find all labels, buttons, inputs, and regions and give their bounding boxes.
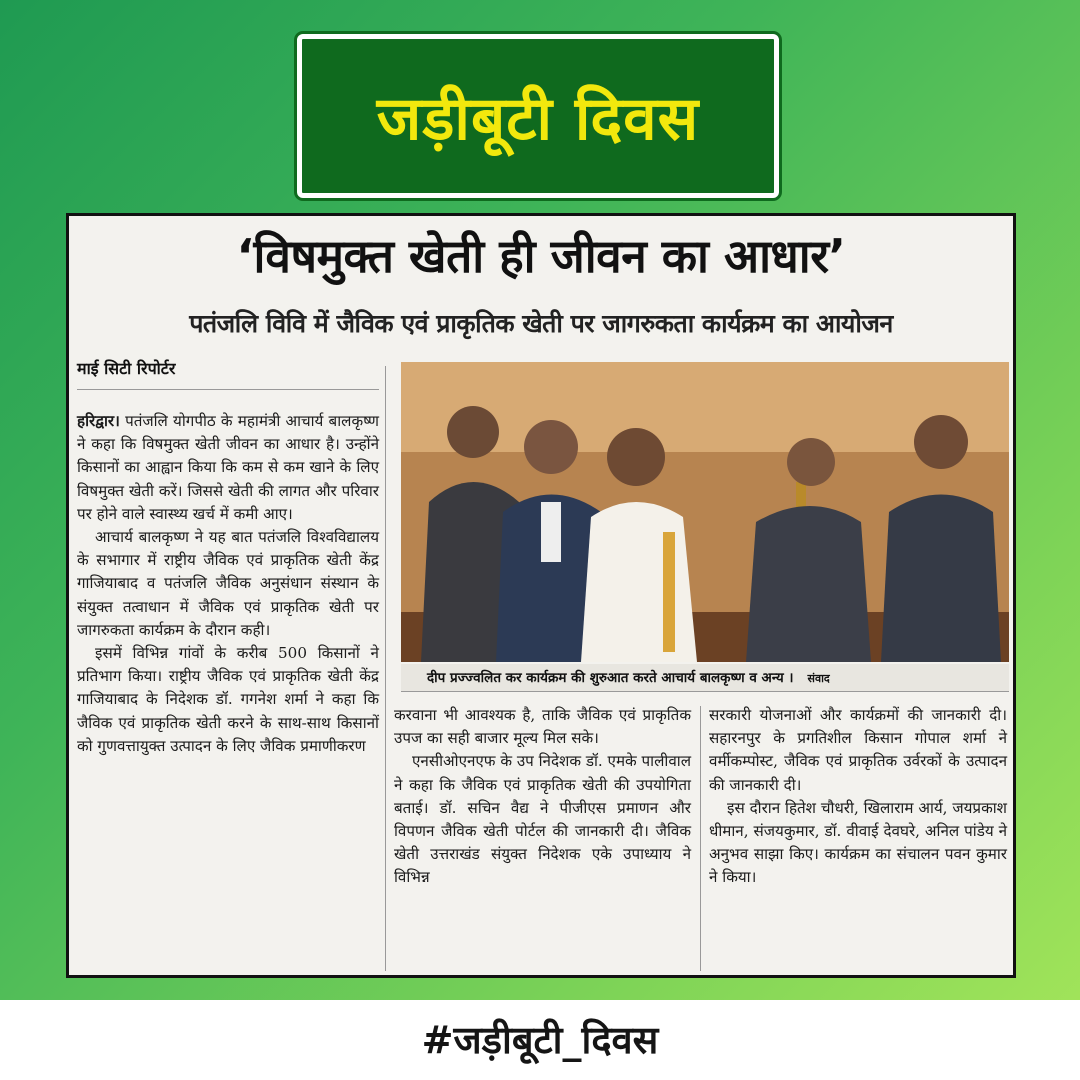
article-paragraph: करवाना भी आवश्यक है, ताकि जैविक एवं प्राकृतिक उपज का सही बाजार मूल्य मिल सके। (394, 706, 691, 748)
article-column-2 (394, 704, 691, 890)
article-paragraph: इस दौरान हितेश चौधरी, खिलाराम आर्य, जयप्रकाश धीमान, संजयकुमार, डॉ. वीवाई देवघरे, अनिल पांडेय ने अनुभव साझा किए। कार्यक्रम का संचालन पवन कुमार ने किया। (709, 798, 1007, 887)
photo-credit: संवाद (807, 672, 830, 685)
dateline: हरिद्वार। (77, 412, 120, 430)
banner-title: जड़ीबूटी दिवस (376, 84, 700, 154)
hashtag-footer: #जड़ीबूटी_दिवस (0, 1000, 1080, 1080)
title-banner (297, 34, 779, 198)
photo-caption (401, 664, 1009, 692)
article-paragraph: हरिद्वार। पतंजलि योगपीठ के महामंत्री आचार्य बालकृष्ण ने कहा कि विषमुक्त खेती जीवन का आधार है। उन्होंने किसानों का आह्वान किया कि कम से कम खाने के लिए विषमुक्त खेती करें। जिससे खेती की लागत और परिवार पर होने वाले स्वास्थ्य खर्च में कमी आए। (77, 412, 379, 523)
article-paragraph: सरकारी योजनाओं और कार्यक्रमों की जानकारी दी। सहारनपुर के प्रगतिशील किसान गोपाल शर्मा ने वर्मीकम्पोस्ट, जैविक एवं प्राकृतिक उर्वरकों के उत्पादन की जानकारी दी। (709, 706, 1007, 794)
article-paragraph: आचार्य बालकृष्ण ने यह बात पतंजलि विश्वविद्यालय के सभागार में राष्ट्रीय जैविक एवं प्राकृतिक खेती केंद्र गाजियाबाद व पतंजलि जैविक अनुसंधान संस्थान के संयुक्त तत्वाधान में जैविक एवं प्राकृतिक खेती पर जागरुकता कार्यक्रम के दौरान कही। (77, 528, 379, 639)
article-subheadline: पतंजलि विवि में जैविक एवं प्राकृतिक खेती पर जागरुकता कार्यक्रम का आयोजन (189, 309, 893, 338)
article-headline: ‘विषमुक्त खेती ही जीवन का आधार’ (236, 229, 846, 283)
event-photo (401, 362, 1009, 662)
caption-text: दीप प्रज्ज्वलित कर कार्यक्रम की शुरुआत करते आचार्य बालकृष्ण व अन्य । (427, 670, 794, 686)
column-divider (385, 366, 386, 971)
newspaper-clipping (66, 213, 1016, 978)
article-column-3 (709, 704, 1007, 890)
article-paragraph: एनसीओएनएफ के उप निदेशक डॉ. एमके पालीवाल ने कहा कि जैविक एवं प्राकृतिक खेती की उपयोगिता बताई। डॉ. सचिन वैद्य ने पीजीएस प्रमाणन और विपणन जैविक खेती पोर्टल की जानकारी दी। जैविक खेती उत्तराखंड संयुक्त निदेशक एके उपाध्याय ने विभिन्न (394, 752, 691, 887)
column-divider (700, 706, 701, 971)
photo-illustration (401, 362, 1009, 662)
article-paragraph: इसमें विभिन्न गांवों के करीब 500 किसानों ने प्रतिभाग किया। राष्ट्रीय जैविक एवं प्राकृतिक खेती केंद्र गाजियाबाद के निदेशक डॉ. गगनेश शर्मा ने कहा कि जैविक एवं प्राकृतिक खेती करने के साथ-साथ किसानों को गुणवत्तायुक्त उत्पादन के लिए जैविक प्रमाणीकरण (77, 644, 379, 755)
article-column-1 (77, 410, 379, 758)
reporter-byline: माई सिटी रिपोर्टर (77, 357, 379, 390)
